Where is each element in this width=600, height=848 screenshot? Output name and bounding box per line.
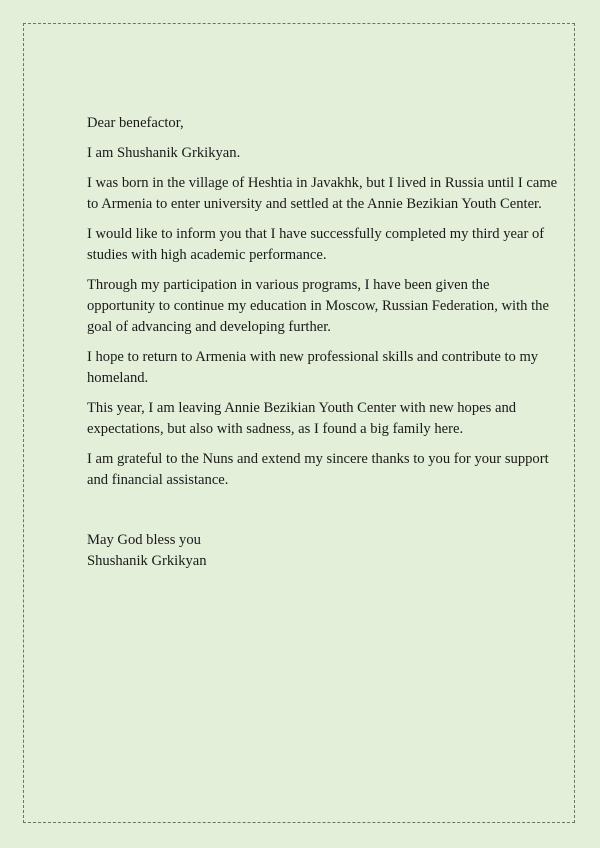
paragraph-intro: I am Shushanik Grkikyan. [87, 145, 241, 161]
closing-block [87, 530, 559, 572]
paragraph-background: I was born in the village of Heshtia in Javakhk, but I lived in Russia until I came to Armenia to enter university and settled at the Annie Bezikian Youth Center. [87, 175, 558, 212]
closing-line: May God bless you [87, 532, 201, 548]
paragraph-opportunity: Through my participation in various programs, I have been given the opportunity to continue my education in Moscow, Russian Federation, with the goal of advancing and developing further. [87, 277, 549, 335]
paragraph-leaving: This year, I am leaving Annie Bezikian Youth Center with new hopes and expectations, but also with sadness, as I found a big family here. [87, 400, 517, 437]
paragraph-studies: I would like to inform you that I have successfully completed my third year of studies with high academic performance. [87, 226, 545, 263]
letter-body [87, 113, 559, 572]
paragraph-thanks: I am grateful to the Nuns and extend my sincere thanks to you for your support and financial assistance. [87, 451, 549, 488]
signature-name: Shushanik Grkikyan [87, 553, 207, 569]
paragraph-return: I hope to return to Armenia with new professional skills and contribute to my homeland. [87, 349, 539, 386]
salutation: Dear benefactor, [87, 115, 184, 131]
